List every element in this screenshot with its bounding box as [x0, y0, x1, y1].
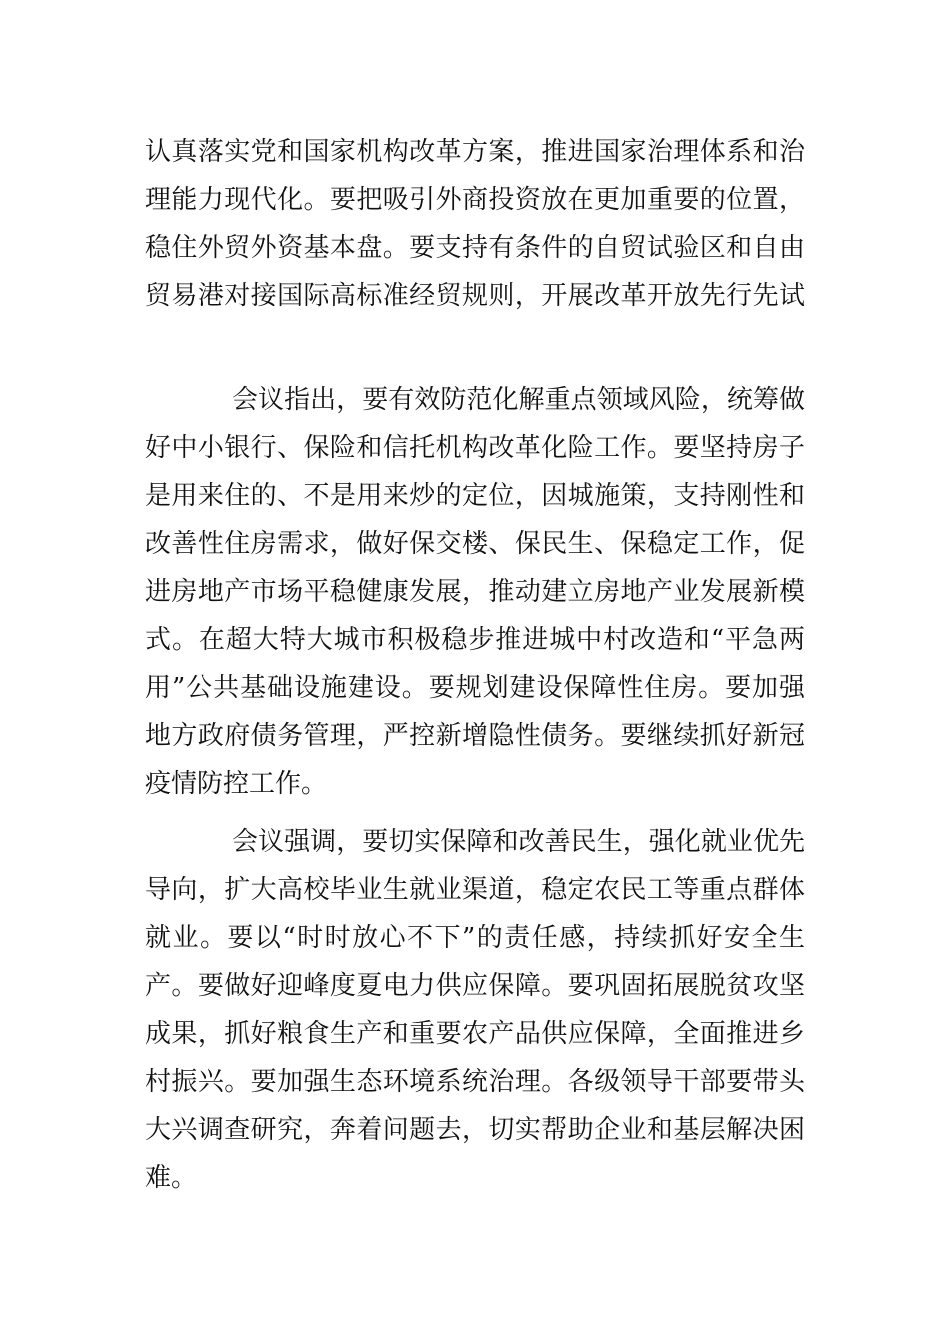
text-line: 会议指出，要有效防范化解重点领域风险，统筹做	[232, 385, 805, 415]
text-line: 改善性住房需求，做好保交楼、保民生、保稳定工作，促	[145, 529, 805, 559]
text-line: 用”公共基础设施建设。要规划建设保障性住房。要加强	[145, 673, 805, 703]
text-line: 好中小银行、保险和信托机构改革化险工作。要坚持房子	[145, 433, 805, 463]
text-line: 导向，扩大高校毕业生就业渠道，稳定农民工等重点群体	[145, 875, 805, 905]
text-line: 就业。要以“时时放心不下”的责任感，持续抓好安全生	[145, 923, 805, 953]
text-line: 会议强调，要切实保障和改善民生，强化就业优先	[232, 827, 805, 857]
text-line: 理能力现代化。要把吸引外商投资放在更加重要的位置，	[145, 185, 805, 215]
text-line: 式。在超大特大城市积极稳步推进城中村改造和“平急两	[145, 625, 805, 655]
text-line: 稳住外贸外资基本盘。要支持有条件的自贸试验区和自由	[145, 233, 805, 263]
text-line: 贸易港对接国际高标准经贸规则，开展改革开放先行先试	[145, 281, 805, 311]
text-line: 大兴调查研究，奔着问题去，切实帮助企业和基层解决困	[145, 1115, 805, 1145]
text-line: 难。	[145, 1163, 198, 1193]
text-line: 是用来住的、不是用来炒的定位，因城施策，支持刚性和	[145, 481, 805, 511]
text-line: 产。要做好迎峰度夏电力供应保障。要巩固拓展脱贫攻坚	[145, 971, 805, 1001]
text-line: 认真落实党和国家机构改革方案，推进国家治理体系和治	[145, 137, 805, 167]
text-line: 进房地产市场平稳健康发展，推动建立房地产业发展新模	[145, 577, 805, 607]
text-line: 成果，抓好粮食生产和重要农产品供应保障，全面推进乡	[145, 1019, 805, 1049]
text-line: 疫情防控工作。	[145, 769, 328, 799]
text-line: 地方政府债务管理，严控新增隐性债务。要继续抓好新冠	[145, 721, 805, 751]
text-line: 村振兴。要加强生态环境系统治理。各级领导干部要带头	[145, 1067, 805, 1097]
